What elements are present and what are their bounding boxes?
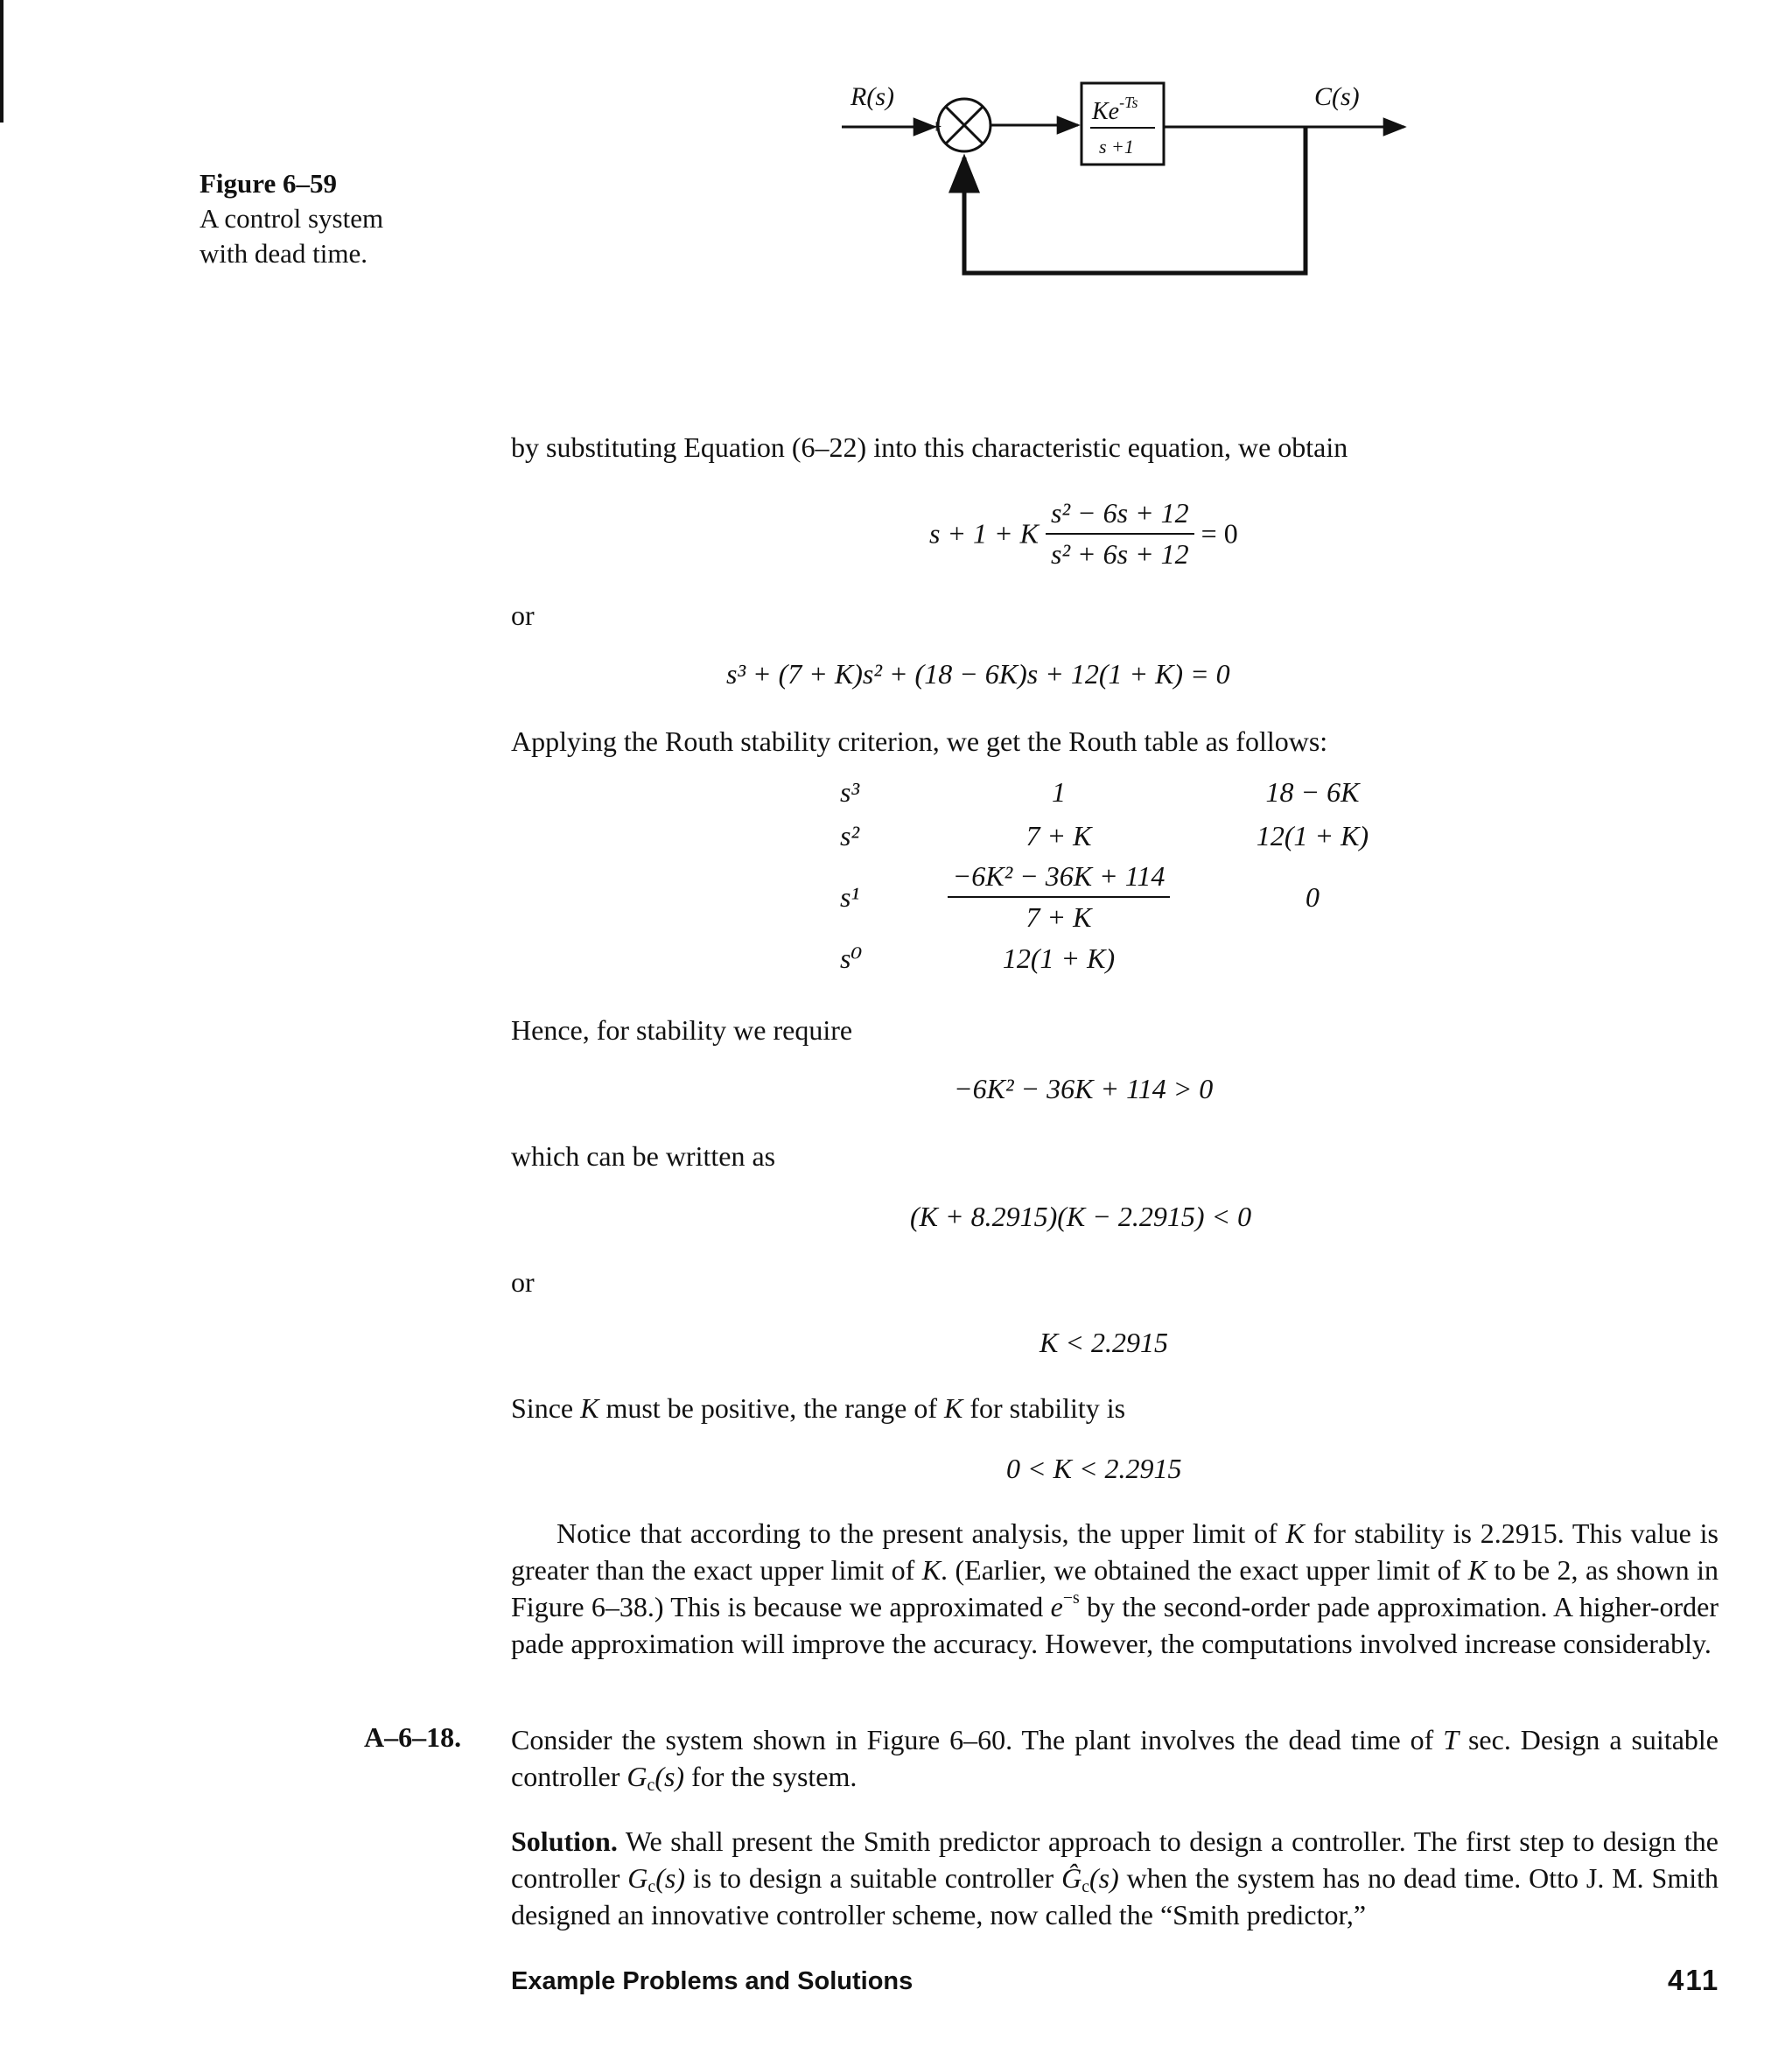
routh-fraction-denominator: 7 + K: [1026, 901, 1092, 933]
problem-statement: Consider the system shown in Figure 6–60. The plant involves the dead time of T sec. Design a suitable controller $G_c(s)$ for the system.: [511, 1724, 1719, 1795]
left-margin-rule: [0, 0, 4, 123]
connector-or-2: or: [511, 1266, 535, 1298]
page-number: 411: [1668, 1964, 1720, 1996]
routh-cell: [1216, 936, 1409, 980]
routh-cell: 12(1 + K): [1256, 819, 1369, 851]
routh-row: [840, 858, 1409, 936]
routh-power: s⁰: [840, 942, 863, 974]
paragraph-hence: Hence, for stability we require: [511, 1014, 853, 1046]
routh-cell: 1: [1052, 775, 1066, 808]
paragraph-since: Since K must be positive, the range of K for stability is: [511, 1392, 1126, 1424]
routh-power: s³: [840, 775, 860, 808]
plant-numerator: $Ke^{-Ts}$: [1092, 94, 1138, 125]
output-label: C(s): [1314, 82, 1360, 111]
paragraph-notice: Notice that according to the present analysis, the upper limit of K for stability is 2.2915. This value is greater than the exact upper limit of K. (Earlier, we obtained the exact upper limit of K to be 2, as shown in Figure 6–38.) This is because we approximated $e^{-s}$ by the second-order pade approximation. A higher-order pade approximation will improve the accuracy. However, the computations involved increase considerably.: [511, 1517, 1719, 1659]
feedback-path: [964, 127, 1306, 273]
plus-sign: +: [931, 116, 942, 137]
eq1-numerator: s² − 6s + 12: [1046, 497, 1194, 535]
paragraph-routh-intro: Applying the Routh stability criterion, we get the Routh table as follows:: [511, 725, 1328, 757]
routh-cell: 0: [1306, 880, 1320, 913]
minus-sign: −: [957, 140, 970, 163]
running-footer-title: Example Problems and Solutions: [511, 1967, 914, 1995]
routh-fraction: [948, 860, 1171, 934]
eq1-denominator: s² + 6s + 12: [1050, 538, 1189, 570]
routh-row: [840, 770, 1409, 814]
inequality-factored: (K + 8.2915)(K − 2.2915) < 0: [910, 1201, 1252, 1232]
routh-fraction-numerator: −6K² − 36K + 114: [948, 860, 1171, 898]
connector-or-1: or: [511, 599, 535, 631]
routh-cell: [901, 858, 1216, 936]
routh-cell: 12(1 + K): [1002, 942, 1116, 974]
inequality-upper-bound: K < 2.2915: [1040, 1327, 1168, 1358]
plant-denominator: s +1: [1099, 136, 1134, 158]
routh-row: [840, 936, 1409, 980]
paragraph-written-as: which can be written as: [511, 1140, 776, 1172]
equation-characteristic-fraction: [929, 497, 1238, 571]
figure-caption-line-2: with dead time.: [200, 238, 368, 269]
eq1-fraction: [1046, 497, 1194, 571]
figure-label: Figure 6–59: [200, 168, 337, 199]
routh-row: [840, 814, 1409, 858]
routh-table: [840, 770, 1409, 980]
inequality-stability-range: 0 < K < 2.2915: [1006, 1453, 1182, 1484]
eq1-lhs: s + 1 + K: [929, 517, 1039, 550]
eq1-rhs: = 0: [1200, 517, 1238, 550]
paragraph-substitute: by substituting Equation (6–22) into this characteristic equation, we obtain: [511, 431, 1348, 463]
problem-label: A–6–18.: [364, 1721, 462, 1753]
routh-cell: 7 + K: [1026, 819, 1092, 851]
block-diagram: [822, 70, 1418, 289]
equation-characteristic-polynomial: s³ + (7 + K)s² + (18 − 6K)s + 12(1 + K) = 0: [726, 658, 1230, 690]
routh-power: s¹: [840, 880, 860, 913]
solution-paragraph: Solution. We shall present the Smith predictor approach to design a controller. The first step to design the controller $G_c(s)$ is to design a suitable controller $Ĝ_c(s)$ when the system has no dead time. Otto J. M. Smith designed an innovative controller scheme, now called the “Smith predictor,”: [511, 1825, 1719, 1930]
routh-power: s²: [840, 819, 860, 851]
inequality-quadratic: −6K² − 36K + 114 > 0: [954, 1073, 1214, 1104]
input-label: R(s): [850, 82, 894, 111]
routh-cell: 18 − 6K: [1265, 775, 1360, 808]
figure-caption: [200, 166, 480, 271]
figure-caption-line-1: A control system: [200, 203, 384, 234]
